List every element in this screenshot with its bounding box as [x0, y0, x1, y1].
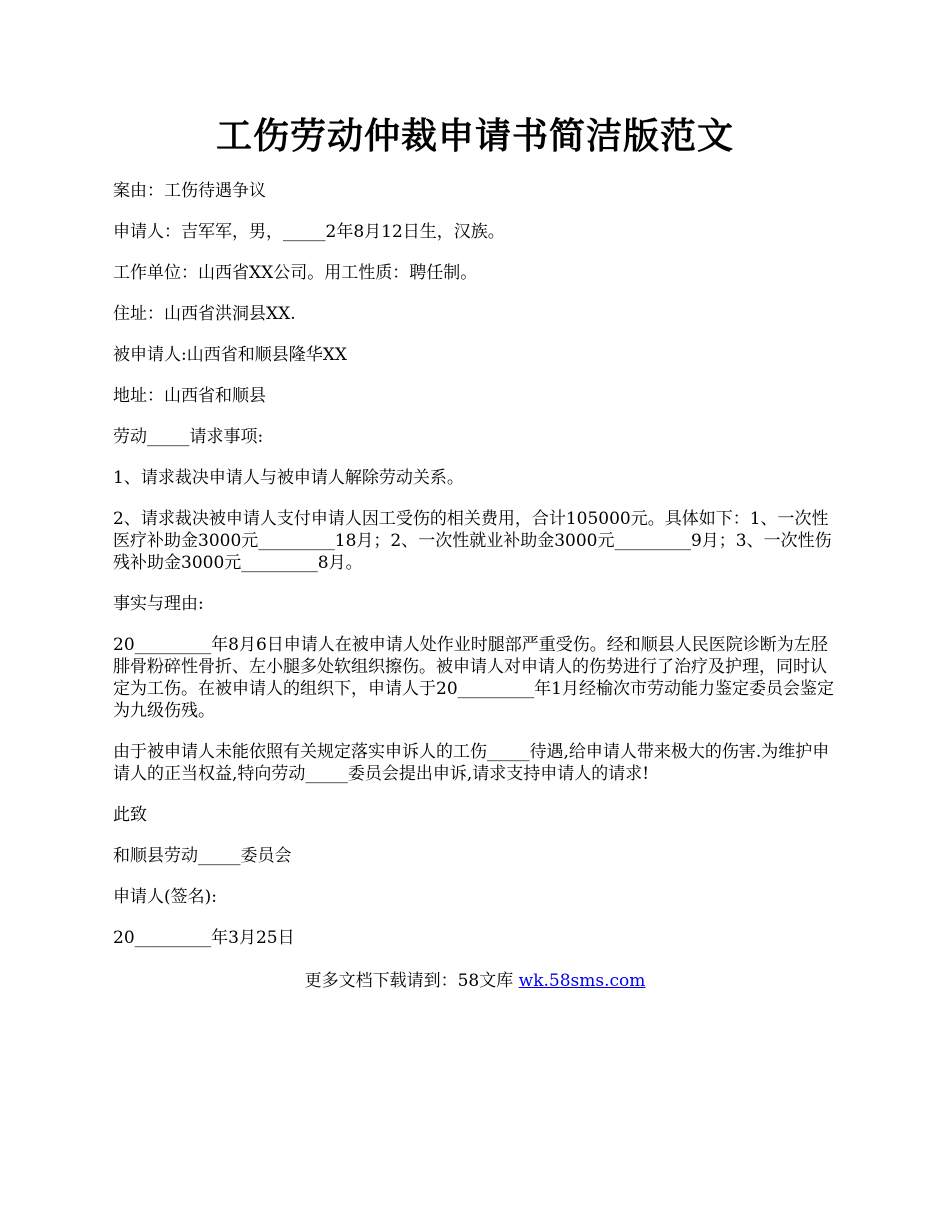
salutation: 此致 — [113, 805, 147, 825]
signature-line: 申请人(签名): — [113, 887, 217, 907]
document-title: 工伤劳动仲裁申请书简洁版范文 — [215, 115, 734, 157]
request-item-1: 1、请求裁决申请人与被申请人解除劳动关系。 — [113, 468, 464, 488]
respondent-address: 地址：山西省和顺县 — [113, 386, 266, 406]
footer-link[interactable]: wk.58sms.com — [518, 971, 646, 991]
request-heading: 劳动_____请求事项: — [113, 427, 264, 447]
applicant-info: 申请人：吉军军，男，_____2年8月12日生，汉族。 — [113, 222, 505, 242]
reason-paragraph: 由于被申请人未能依照有关规定落实申诉人的工伤_____待遇,给申请人带来极大的伤害.为维护申请人的正当权益,特向劳动_____委员会提出申诉,请求支持申请人的请求! — [113, 742, 830, 784]
footer — [0, 970, 950, 992]
applicant-address: 住址：山西省洪洞县XX. — [113, 304, 296, 324]
facts-heading: 事实与理由: — [113, 594, 204, 614]
addressee: 和顺县劳动_____委员会 — [113, 846, 292, 866]
facts-paragraph: 20_________年8月6日申请人在被申请人处作业时腿部严重受伤。经和顺县人民医院诊断为左胫腓骨粉碎性骨折、左小腿多处软组织擦伤。被申请人对申请人的伤势进行了治疗及护理，同时认定为工伤。在被申请人的组织下，申请人于20_________年1月经榆次市劳动能力鉴定委员会鉴定为九级伤残。 — [113, 635, 834, 721]
work-unit: 工作单位：山西省XX公司。用工性质：聘任制。 — [113, 263, 478, 283]
request-item-2: 2、请求裁决被申请人支付申请人因工受伤的相关费用，合计105000元。具体如下：1、一次性医疗补助金3000元_________18月；2、一次性就业补助金3000元_________9月；3、一次性伤残补助金3000元_________8月。 — [113, 509, 832, 573]
document-body — [113, 180, 843, 968]
footer-text: 更多文档下载请到：58文库 — [304, 971, 519, 991]
case-reason: 案由：工伤待遇争议 — [113, 181, 266, 201]
date-line: 20_________年3月25日 — [113, 928, 295, 948]
respondent: 被申请人:山西省和顺县隆华XX — [113, 345, 347, 365]
